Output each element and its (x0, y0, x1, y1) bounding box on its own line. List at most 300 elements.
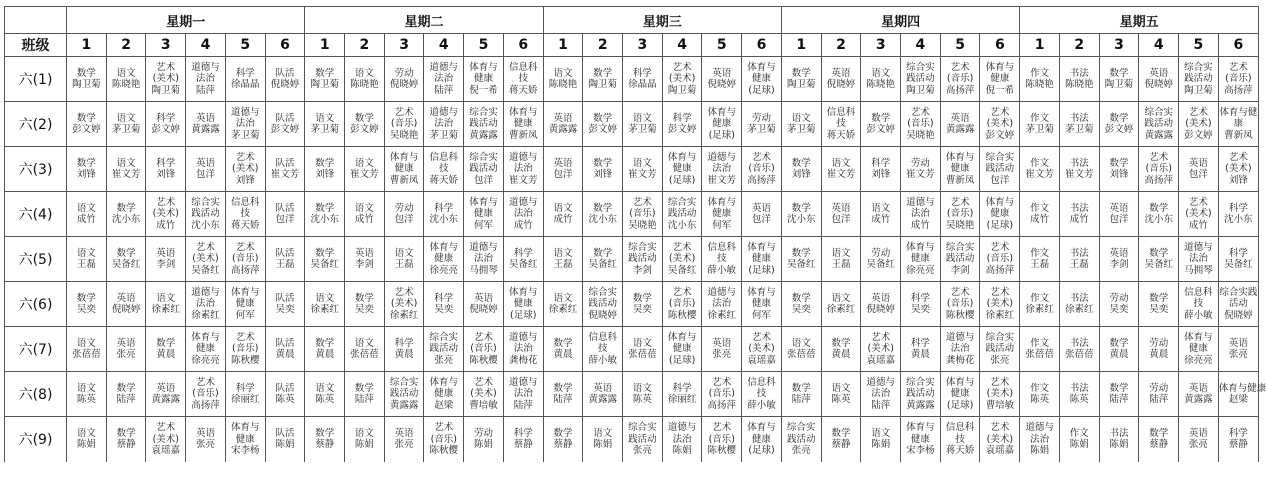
lesson-cell (305, 192, 345, 237)
lesson-text: 数学 彭文婷 (588, 112, 617, 135)
class-name: 六(7) (5, 327, 67, 372)
lesson-text: 艺术 (美术) 刘锋 (1225, 151, 1252, 186)
day-header-fri: 星期五 (1020, 7, 1259, 34)
lesson-cell (821, 282, 861, 327)
lesson-text: 道德与 法治 徐素红 (191, 286, 220, 321)
lesson-cell (424, 372, 464, 417)
lesson-cell (503, 282, 543, 327)
lesson-text: 道德与 法治 陆萍 (191, 61, 220, 96)
lesson-cell (464, 147, 504, 192)
lesson-text: 数学 刘锋 (1109, 157, 1129, 180)
lesson-cell (106, 57, 146, 102)
lesson-text: 综合实 践活动 沈小东 (667, 196, 697, 231)
lesson-cell (265, 102, 305, 147)
lesson-cell (384, 282, 424, 327)
lesson-cell (781, 147, 821, 192)
lesson-cell (186, 192, 226, 237)
lesson-text: 英语 黄露露 (548, 112, 578, 135)
lesson-text: 数学 吴奕 (791, 292, 811, 315)
lesson-text: 语文 徐素红 (310, 292, 339, 315)
lesson-cell (384, 327, 424, 372)
lesson-text: 语文 陈娟 (354, 427, 374, 451)
lesson-text: 体育与 健康 (足球) (945, 376, 975, 411)
lesson-cell (742, 147, 782, 192)
lesson-text: 数学 彭文婷 (866, 112, 895, 135)
period-header-3-4: 4 (662, 34, 702, 57)
period-header-4-3: 3 (861, 34, 901, 57)
lesson-text: 书法 王磊 (1069, 247, 1089, 270)
lesson-text: 道德与 法治 成竹 (906, 196, 935, 231)
lesson-text: 语文 茅卫菊 (787, 112, 816, 135)
lesson-text: 艺术 (音乐) 高扬萍 (230, 241, 260, 276)
lesson-cell (384, 102, 424, 147)
timetable-body (5, 57, 1266, 462)
lesson-text: 艺术 (美术) 刘锋 (232, 151, 259, 186)
lesson-text: 体育与 健康 何军 (469, 196, 498, 231)
lesson-cell (1218, 327, 1258, 372)
lesson-cell (146, 417, 186, 462)
period-header-1-6: 6 (265, 34, 305, 57)
lesson-text: 道德与 法治 陈娟 (1025, 422, 1054, 456)
lesson-text: 综合实 践活动 包洋 (985, 151, 1015, 186)
lesson-text: 英语 黄露露 (1184, 382, 1213, 405)
lesson-cell (464, 282, 504, 327)
lesson-cell (345, 417, 385, 462)
lesson-cell (424, 147, 464, 192)
lesson-text: 语文 陈英 (632, 382, 652, 405)
lesson-text: 英语 黄露露 (945, 112, 975, 135)
lesson-text: 数学 黄晨 (315, 337, 335, 360)
lesson-cell (861, 102, 901, 147)
lesson-cell (1139, 57, 1179, 102)
lesson-text: 劳动 崔文芳 (906, 157, 935, 180)
day-header-tue: 星期二 (305, 7, 543, 34)
lesson-cell (1059, 102, 1099, 147)
lesson-cell (742, 102, 782, 147)
lesson-text: 道德与 法治 马拥琴 (1184, 241, 1213, 276)
period-header-1-2: 2 (106, 34, 146, 57)
lesson-text: 书法 陈娟 (1109, 427, 1129, 451)
lesson-text: 道德与 法治 陈娟 (667, 422, 697, 456)
lesson-cell (345, 102, 385, 147)
lesson-text: 数学 沈小东 (787, 202, 816, 225)
lesson-cell (623, 237, 663, 282)
lesson-cell (384, 57, 424, 102)
lesson-text: 语文 王磊 (76, 247, 96, 270)
lesson-cell (1179, 372, 1219, 417)
lesson-cell (345, 327, 385, 372)
lesson-text: 艺术 (美术) 彭文婷 (985, 106, 1015, 141)
lesson-cell (980, 372, 1020, 417)
lesson-text: 体育与 健康 (足球) (508, 286, 538, 321)
lesson-cell (1139, 282, 1179, 327)
period-header-2-2: 2 (345, 34, 385, 57)
lesson-cell (106, 327, 146, 372)
lesson-cell (1218, 372, 1266, 417)
lesson-cell (543, 417, 583, 462)
class-row (5, 147, 1259, 192)
period-header-3-1: 1 (543, 34, 583, 57)
lesson-cell (821, 372, 861, 417)
lesson-text: 艺术 (音乐) 陈秋樱 (469, 331, 498, 366)
lesson-text: 体育与健康 赵梁 (1218, 382, 1266, 405)
lesson-text: 道德与 法治 崔文芳 (707, 151, 737, 186)
lesson-cell (1099, 282, 1139, 327)
lesson-cell (980, 417, 1020, 462)
lesson-text: 综合实 践活动 黄露露 (1144, 106, 1173, 141)
lesson-cell (1179, 327, 1219, 372)
lesson-cell (1020, 417, 1060, 462)
lesson-text: 艺术 (音乐) 陈秋樱 (667, 286, 697, 321)
lesson-text: 体育与 健康 (足球) (667, 331, 697, 366)
lesson-cell (146, 237, 186, 282)
lesson-text: 艺术 (音乐) 吴晓艳 (945, 196, 975, 231)
lesson-text: 艺术 (音乐) 高扬萍 (985, 241, 1015, 276)
lesson-text: 语文 陈娟 (76, 427, 96, 451)
lesson-text: 书法 成竹 (1069, 202, 1089, 225)
lesson-cell (1059, 237, 1099, 282)
lesson-text: 劳动 陆萍 (1149, 382, 1169, 405)
lesson-text: 数学 陶卫菊 (787, 67, 816, 90)
lesson-cell (980, 147, 1020, 192)
lesson-text: 英语 李剑 (1109, 247, 1129, 270)
lesson-cell (742, 282, 782, 327)
lesson-text: 体育与 健康 (足球) (747, 61, 776, 96)
lesson-cell (424, 417, 464, 462)
day-header-mon: 星期一 (67, 7, 305, 34)
lesson-text: 数学 彭文婷 (350, 112, 379, 135)
lesson-cell (583, 417, 623, 462)
lesson-cell (345, 57, 385, 102)
lesson-text: 数学 陆萍 (116, 382, 136, 405)
day-header-wed: 星期三 (543, 7, 781, 34)
lesson-text: 数学 黄晨 (553, 337, 573, 360)
lesson-cell (106, 282, 146, 327)
lesson-cell (543, 192, 583, 237)
lesson-text: 语文 成竹 (76, 202, 96, 225)
lesson-text: 语文 崔文芳 (628, 157, 657, 180)
lesson-cell (67, 282, 107, 327)
lesson-text: 作文 茅卫菊 (1025, 112, 1054, 135)
lesson-cell (1099, 102, 1139, 147)
lesson-text: 综合实践 活动 倪晓婷 (1219, 286, 1258, 321)
lesson-cell (67, 417, 107, 462)
lesson-cell (1218, 102, 1258, 147)
lesson-cell (225, 327, 265, 372)
lesson-cell (186, 237, 226, 282)
lesson-text: 英语 倪晓婷 (469, 292, 498, 315)
lesson-text: 艺术 (音乐) 高扬萍 (191, 376, 220, 411)
lesson-cell (186, 372, 226, 417)
lesson-text: 英语 包洋 (752, 202, 772, 225)
lesson-cell (583, 327, 623, 372)
lesson-cell (1059, 327, 1099, 372)
lesson-cell (1139, 372, 1179, 417)
lesson-text: 信息科 技 蒋天娇 (945, 422, 975, 456)
lesson-text: 信息科 技 蒋天娇 (429, 151, 459, 186)
lesson-cell (225, 237, 265, 282)
lesson-text: 英语 包洋 (196, 157, 216, 180)
lesson-cell (1179, 147, 1219, 192)
lesson-text: 数学 陆萍 (354, 382, 374, 405)
lesson-cell (543, 282, 583, 327)
lesson-cell (106, 237, 146, 282)
lesson-text: 劳动 吴奕 (1109, 292, 1129, 315)
lesson-text: 数学 刘锋 (76, 157, 96, 180)
lesson-cell (742, 327, 782, 372)
lesson-cell (901, 237, 941, 282)
lesson-cell (225, 282, 265, 327)
lesson-text: 艺术 (音乐) 吴晓艳 (389, 106, 419, 141)
lesson-text: 书法 陈英 (1069, 382, 1089, 405)
lesson-cell (225, 57, 265, 102)
lesson-cell (345, 192, 385, 237)
lesson-text: 数学 吴备红 (111, 247, 141, 270)
lesson-text: 道德与 法治 成竹 (508, 196, 538, 231)
lesson-cell (186, 147, 226, 192)
lesson-cell (662, 372, 702, 417)
lesson-cell (821, 417, 861, 462)
lesson-cell (781, 417, 821, 462)
lesson-cell (67, 192, 107, 237)
period-header-4-2: 2 (821, 34, 861, 57)
lesson-cell (106, 417, 146, 462)
lesson-cell (583, 372, 623, 417)
lesson-cell (305, 372, 345, 417)
lesson-cell (1139, 417, 1179, 462)
lesson-cell (543, 237, 583, 282)
lesson-cell (186, 57, 226, 102)
lesson-cell (901, 192, 941, 237)
lesson-cell (265, 417, 305, 462)
lesson-text: 队活 崔文芳 (270, 157, 300, 180)
lesson-cell (1179, 237, 1219, 282)
lesson-cell (503, 147, 543, 192)
lesson-text: 道德与 法治 陆萍 (508, 376, 538, 411)
lesson-cell (1218, 147, 1258, 192)
lesson-cell (225, 192, 265, 237)
lesson-cell (146, 192, 186, 237)
lesson-cell (384, 237, 424, 282)
lesson-cell (543, 372, 583, 417)
lesson-text: 艺术 (美术) 陶卫菊 (151, 61, 181, 96)
lesson-cell (106, 372, 146, 417)
lesson-text: 语文 陈英 (315, 382, 335, 405)
lesson-text: 体育与 健康 何军 (230, 286, 260, 321)
lesson-cell (980, 282, 1020, 327)
lesson-text: 语文 茅卫菊 (111, 112, 141, 135)
lesson-text: 劳动 陈娟 (474, 427, 494, 451)
lesson-cell (384, 192, 424, 237)
period-header-1-5: 5 (225, 34, 265, 57)
lesson-text: 综合实 践活动 张亮 (787, 422, 816, 456)
lesson-text: 科学 蔡静 (513, 427, 533, 451)
lesson-text: 体育与 健康 (足球) (985, 196, 1015, 231)
lesson-cell (901, 147, 941, 192)
lesson-cell (1218, 417, 1258, 462)
lesson-text: 语文 崔文芳 (350, 157, 379, 180)
lesson-text: 道德与 法治 龚梅花 (945, 331, 975, 366)
lesson-cell (623, 372, 663, 417)
lesson-cell (1139, 237, 1179, 282)
lesson-cell (781, 372, 821, 417)
lesson-cell (940, 282, 980, 327)
lesson-cell (225, 417, 265, 462)
lesson-cell (1099, 327, 1139, 372)
lesson-cell (1218, 237, 1258, 282)
lesson-cell (464, 372, 504, 417)
corner-cell (5, 7, 67, 34)
lesson-text: 综合实 践活动 张亮 (985, 331, 1015, 366)
lesson-text: 艺术 (音乐) 高扬萍 (707, 376, 737, 411)
lesson-cell (583, 57, 623, 102)
lesson-text: 语文 茅卫菊 (310, 112, 339, 135)
lesson-text: 语文 陈娟 (871, 427, 891, 451)
lesson-text: 语文 王磊 (553, 247, 573, 270)
lesson-cell (384, 372, 424, 417)
lesson-text: 体育与 健康 (足球) (667, 151, 697, 186)
period-header-3-5: 5 (702, 34, 742, 57)
lesson-cell (861, 327, 901, 372)
lesson-cell (1179, 282, 1219, 327)
lesson-text: 劳动 倪晓婷 (389, 67, 419, 90)
lesson-cell (1139, 102, 1179, 147)
period-header-2-1: 1 (305, 34, 345, 57)
lesson-text: 艺术 (音乐) 高扬萍 (747, 151, 776, 186)
lesson-cell (861, 282, 901, 327)
lesson-text: 队活 王磊 (275, 247, 295, 270)
lesson-cell (1020, 282, 1060, 327)
class-row (5, 57, 1259, 102)
lesson-cell (464, 102, 504, 147)
lesson-cell (742, 237, 782, 282)
lesson-text: 数学 陶卫菊 (1104, 67, 1134, 90)
lesson-text: 语文 崔文芳 (826, 157, 856, 180)
class-row (5, 417, 1259, 462)
lesson-text: 科学 沈小东 (429, 202, 459, 225)
lesson-cell (424, 327, 464, 372)
lesson-cell (781, 282, 821, 327)
lesson-text: 英语 张亮 (116, 337, 136, 360)
lesson-cell (305, 147, 345, 192)
lesson-cell (503, 57, 543, 102)
lesson-cell (781, 192, 821, 237)
lesson-text: 英语 黄露露 (588, 382, 617, 405)
lesson-cell (662, 417, 702, 462)
period-header-5-5: 5 (1179, 34, 1219, 57)
lesson-text: 劳动 吴备红 (866, 247, 895, 270)
lesson-cell (702, 147, 742, 192)
lesson-cell (265, 147, 305, 192)
lesson-text: 数学 沈小东 (310, 202, 339, 225)
lesson-text: 科学 彭文婷 (151, 112, 181, 135)
lesson-text: 科学 吴奕 (910, 292, 930, 315)
class-name: 六(5) (5, 237, 67, 282)
lesson-cell (1099, 147, 1139, 192)
lesson-text: 英语 李剑 (354, 247, 374, 270)
lesson-text: 作文 崔文芳 (1025, 157, 1054, 180)
lesson-cell (662, 102, 702, 147)
lesson-cell (861, 192, 901, 237)
lesson-cell (623, 282, 663, 327)
lesson-cell (503, 237, 543, 282)
lesson-text: 数学 吴备红 (1144, 247, 1173, 270)
lesson-cell (106, 192, 146, 237)
lesson-cell (345, 372, 385, 417)
lesson-text: 数学 黄晨 (156, 337, 176, 360)
lesson-text: 信息科 技 薛小敏 (1184, 286, 1213, 321)
lesson-cell (1218, 282, 1258, 327)
lesson-cell (1218, 57, 1258, 102)
lesson-text: 语文 张蓓蓓 (787, 337, 816, 360)
lesson-cell (742, 417, 782, 462)
lesson-cell (583, 192, 623, 237)
lesson-text: 数学 吴备红 (588, 247, 617, 270)
lesson-text: 英语 黄露露 (191, 112, 220, 135)
lesson-text: 艺术 (音乐) 吴晓艳 (906, 106, 935, 141)
lesson-text: 艺术 (美术) 曹培敏 (985, 376, 1015, 411)
lesson-cell (265, 372, 305, 417)
lesson-cell (821, 57, 861, 102)
lesson-cell (662, 282, 702, 327)
lesson-cell (702, 417, 742, 462)
lesson-text: 语文 崔文芳 (111, 157, 141, 180)
class-name: 六(1) (5, 57, 67, 102)
lesson-cell (1179, 102, 1219, 147)
lesson-cell (186, 102, 226, 147)
lesson-cell (861, 417, 901, 462)
lesson-cell (662, 327, 702, 372)
lesson-text: 数学 吴奕 (1149, 292, 1169, 315)
lesson-cell (940, 237, 980, 282)
lesson-cell (503, 102, 543, 147)
period-header-row (5, 34, 1259, 57)
lesson-cell (146, 282, 186, 327)
lesson-text: 艺术 (音乐) 高扬萍 (1144, 151, 1173, 186)
lesson-cell (265, 327, 305, 372)
lesson-cell (1059, 282, 1099, 327)
lesson-cell (1099, 192, 1139, 237)
lesson-cell (1099, 57, 1139, 102)
lesson-text: 英语 包洋 (553, 157, 573, 180)
lesson-cell (265, 192, 305, 237)
lesson-text: 信息科 技 蒋天娇 (230, 196, 260, 231)
period-header-4-4: 4 (901, 34, 941, 57)
lesson-cell (146, 147, 186, 192)
lesson-text: 语文 陈英 (76, 382, 96, 405)
lesson-cell (781, 237, 821, 282)
lesson-cell (662, 192, 702, 237)
lesson-cell (503, 417, 543, 462)
lesson-text: 语文 成竹 (354, 202, 374, 225)
lesson-cell (702, 327, 742, 372)
lesson-text: 数学 蔡静 (553, 427, 573, 451)
lesson-cell (623, 192, 663, 237)
lesson-text: 队活 吴奕 (275, 292, 295, 315)
lesson-cell (980, 102, 1020, 147)
lesson-cell (583, 147, 623, 192)
period-header-2-5: 5 (464, 34, 504, 57)
lesson-text: 英语 包洋 (1188, 157, 1208, 180)
lesson-text: 数学 陆萍 (1109, 382, 1129, 405)
lesson-text: 体育与 健康 曹新凤 (389, 151, 419, 186)
lesson-cell (464, 237, 504, 282)
period-header-5-2: 2 (1059, 34, 1099, 57)
lesson-text: 体育与 健康 宋李杨 (906, 422, 935, 456)
lesson-text: 英语 张亮 (394, 427, 414, 451)
class-name: 六(4) (5, 192, 67, 237)
lesson-text: 数学 吴奕 (354, 292, 374, 315)
